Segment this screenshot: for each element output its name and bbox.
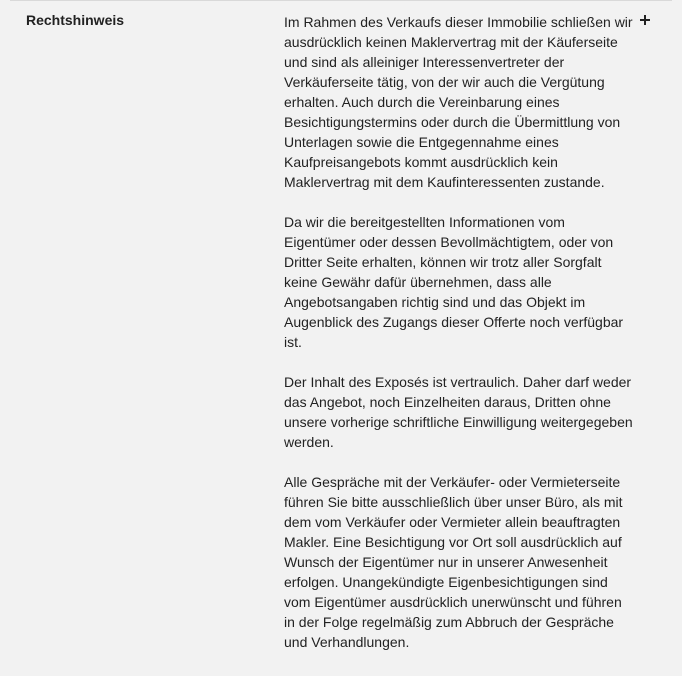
section-title: Rechtshinweis xyxy=(26,12,125,28)
legal-paragraph-2: Da wir die bereitgestellten Informationen vom Eigentümer oder dessen Bevollmächtigtem, oder von Dritter Seite erhalten, können wir trotz aller Sorgfalt keine Gewähr dafür übernehmen, dass alle Angebotsangaben richtig sind und das Objekt im Augenblick des Zugangs dieser Offerte noch verfügbar ist. xyxy=(284,214,624,350)
legal-notice-content xyxy=(284,12,634,672)
legal-paragraph-3: Der Inhalt des Exposés ist vertraulich. Daher darf weder das Angebot, noch Einzelheiten daraus, Dritten ohne unsere vorherige schriftliche Einwilligung weitergegeben werden. xyxy=(284,374,633,450)
plus-icon xyxy=(640,15,650,25)
legal-notice-section xyxy=(10,0,672,676)
legal-paragraph-4: Alle Gespräche mit der Verkäufer- oder Vermieterseite führen Sie bitte ausschließlich über unser Büro, als mit dem vom Verkäufer oder Vermieter allein beauftragten Makler. Eine Besichtigung vor Ort soll ausdrücklich auf Wunsch der Eigentümer nur in unserer Anwesenheit erfolgen. Unangekündigte Eigenbesichtigungen sind vom Eigentümer ausdrücklich unerwünscht und führen in der Folge regelmäßig zum Abbruch der Gespräche und Verhandlungen. xyxy=(284,474,623,650)
legal-paragraph-1: Im Rahmen des Verkaufs dieser Immobilie schließen wir ausdrücklich keinen Maklervertrag mit der Käuferseite und sind als alleiniger Interessenvertreter der Verkäuferseite tätig, von der wir auch die Vergütung erhalten. Auch durch die Vereinbarung eines Besichtigungstermins oder durch die Übermittlung von Unterlagen sowie die Entgegennahme eines Kaufpreisangebots kommt ausdrücklich kein Maklervertrag mit dem Kaufinteressenten zustande. xyxy=(284,14,633,190)
expand-toggle-button[interactable] xyxy=(638,11,652,29)
